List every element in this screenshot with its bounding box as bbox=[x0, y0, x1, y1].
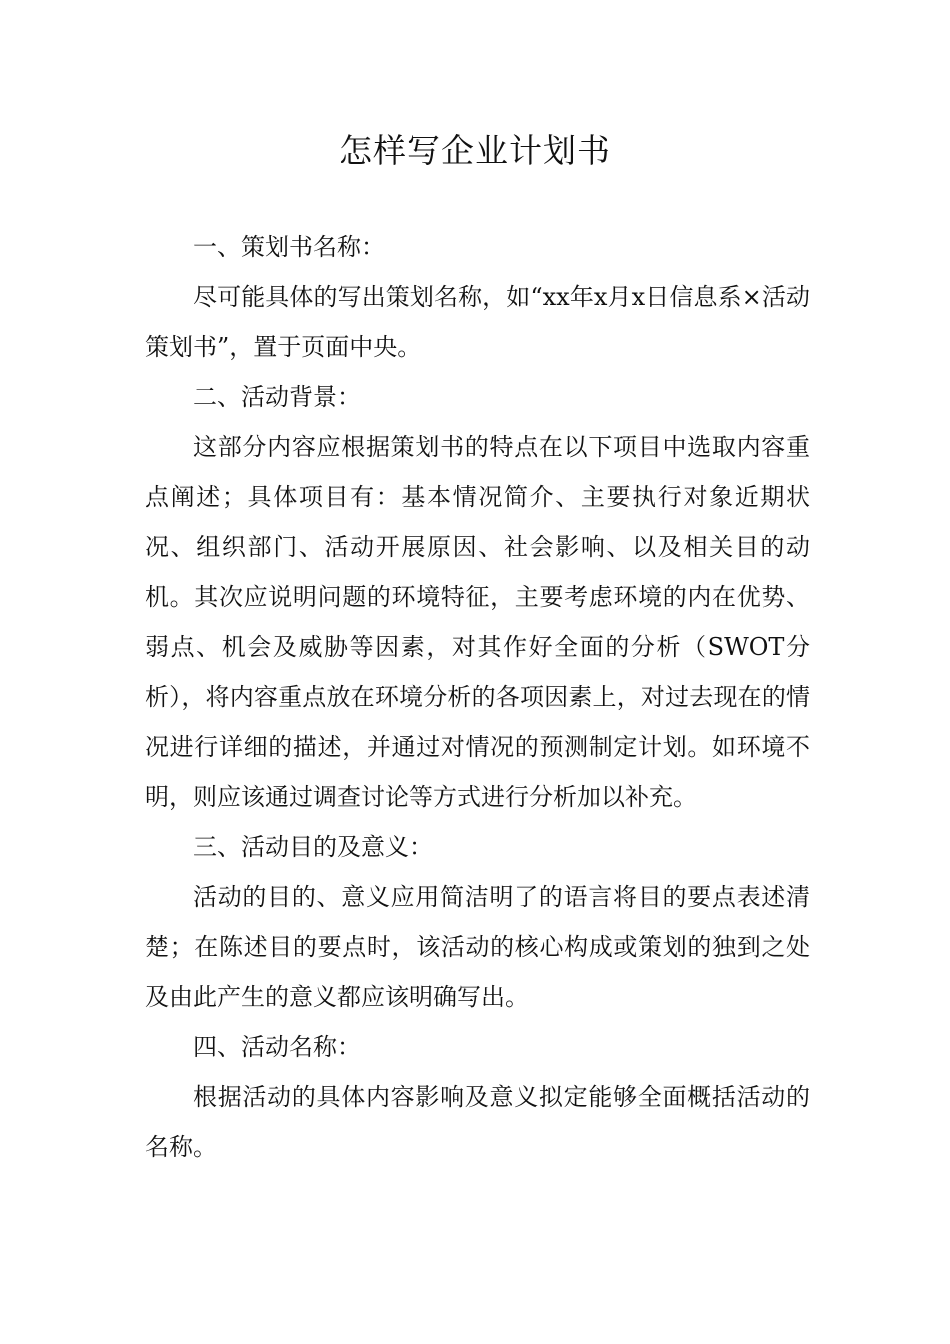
section-heading-activity-name: 四、活动名称： bbox=[193, 1033, 361, 1061]
document-title: 怎样写企业计划书 bbox=[339, 131, 611, 170]
section-heading-background: 二、活动背景： bbox=[193, 383, 361, 411]
paragraph-purpose-description: 活动的目的、意义应用简洁明了的语言将目的要点表述清楚；在陈述目的要点时，该活动的核心构成或策划的独到之处及由此产生的意义都应该明确写出。 bbox=[145, 883, 810, 1011]
paragraph-background-description: 这部分内容应根据策划书的特点在以下项目中选取内容重点阐述；具体项目有：基本情况简介、主要执行对象近期状况、组织部门、活动开展原因、社会影响、以及相关目的动机。其次应说明问题的环境特征，主要考虑环境的内在优势、弱点、机会及威胁等因素，对其作好全面的分析（SWOT分析），将内容重点放在环境分析的各项因素上，对过去现在的情况进行详细的描述，并通过对情况的预测制定计划。如环境不明，则应该通过调查讨论等方式进行分析加以补充。 bbox=[145, 433, 810, 811]
paragraph-name-description: 尽可能具体的写出策划名称，如“xx年x月x日信息系×活动策划书”，置于页面中央。 bbox=[145, 283, 810, 361]
section-heading-name: 一、策划书名称： bbox=[193, 233, 385, 261]
paragraph-activity-name-description: 根据活动的具体内容影响及意义拟定能够全面概括活动的名称。 bbox=[145, 1083, 810, 1161]
section-heading-purpose: 三、活动目的及意义： bbox=[193, 833, 433, 861]
document-body bbox=[145, 222, 810, 1172]
